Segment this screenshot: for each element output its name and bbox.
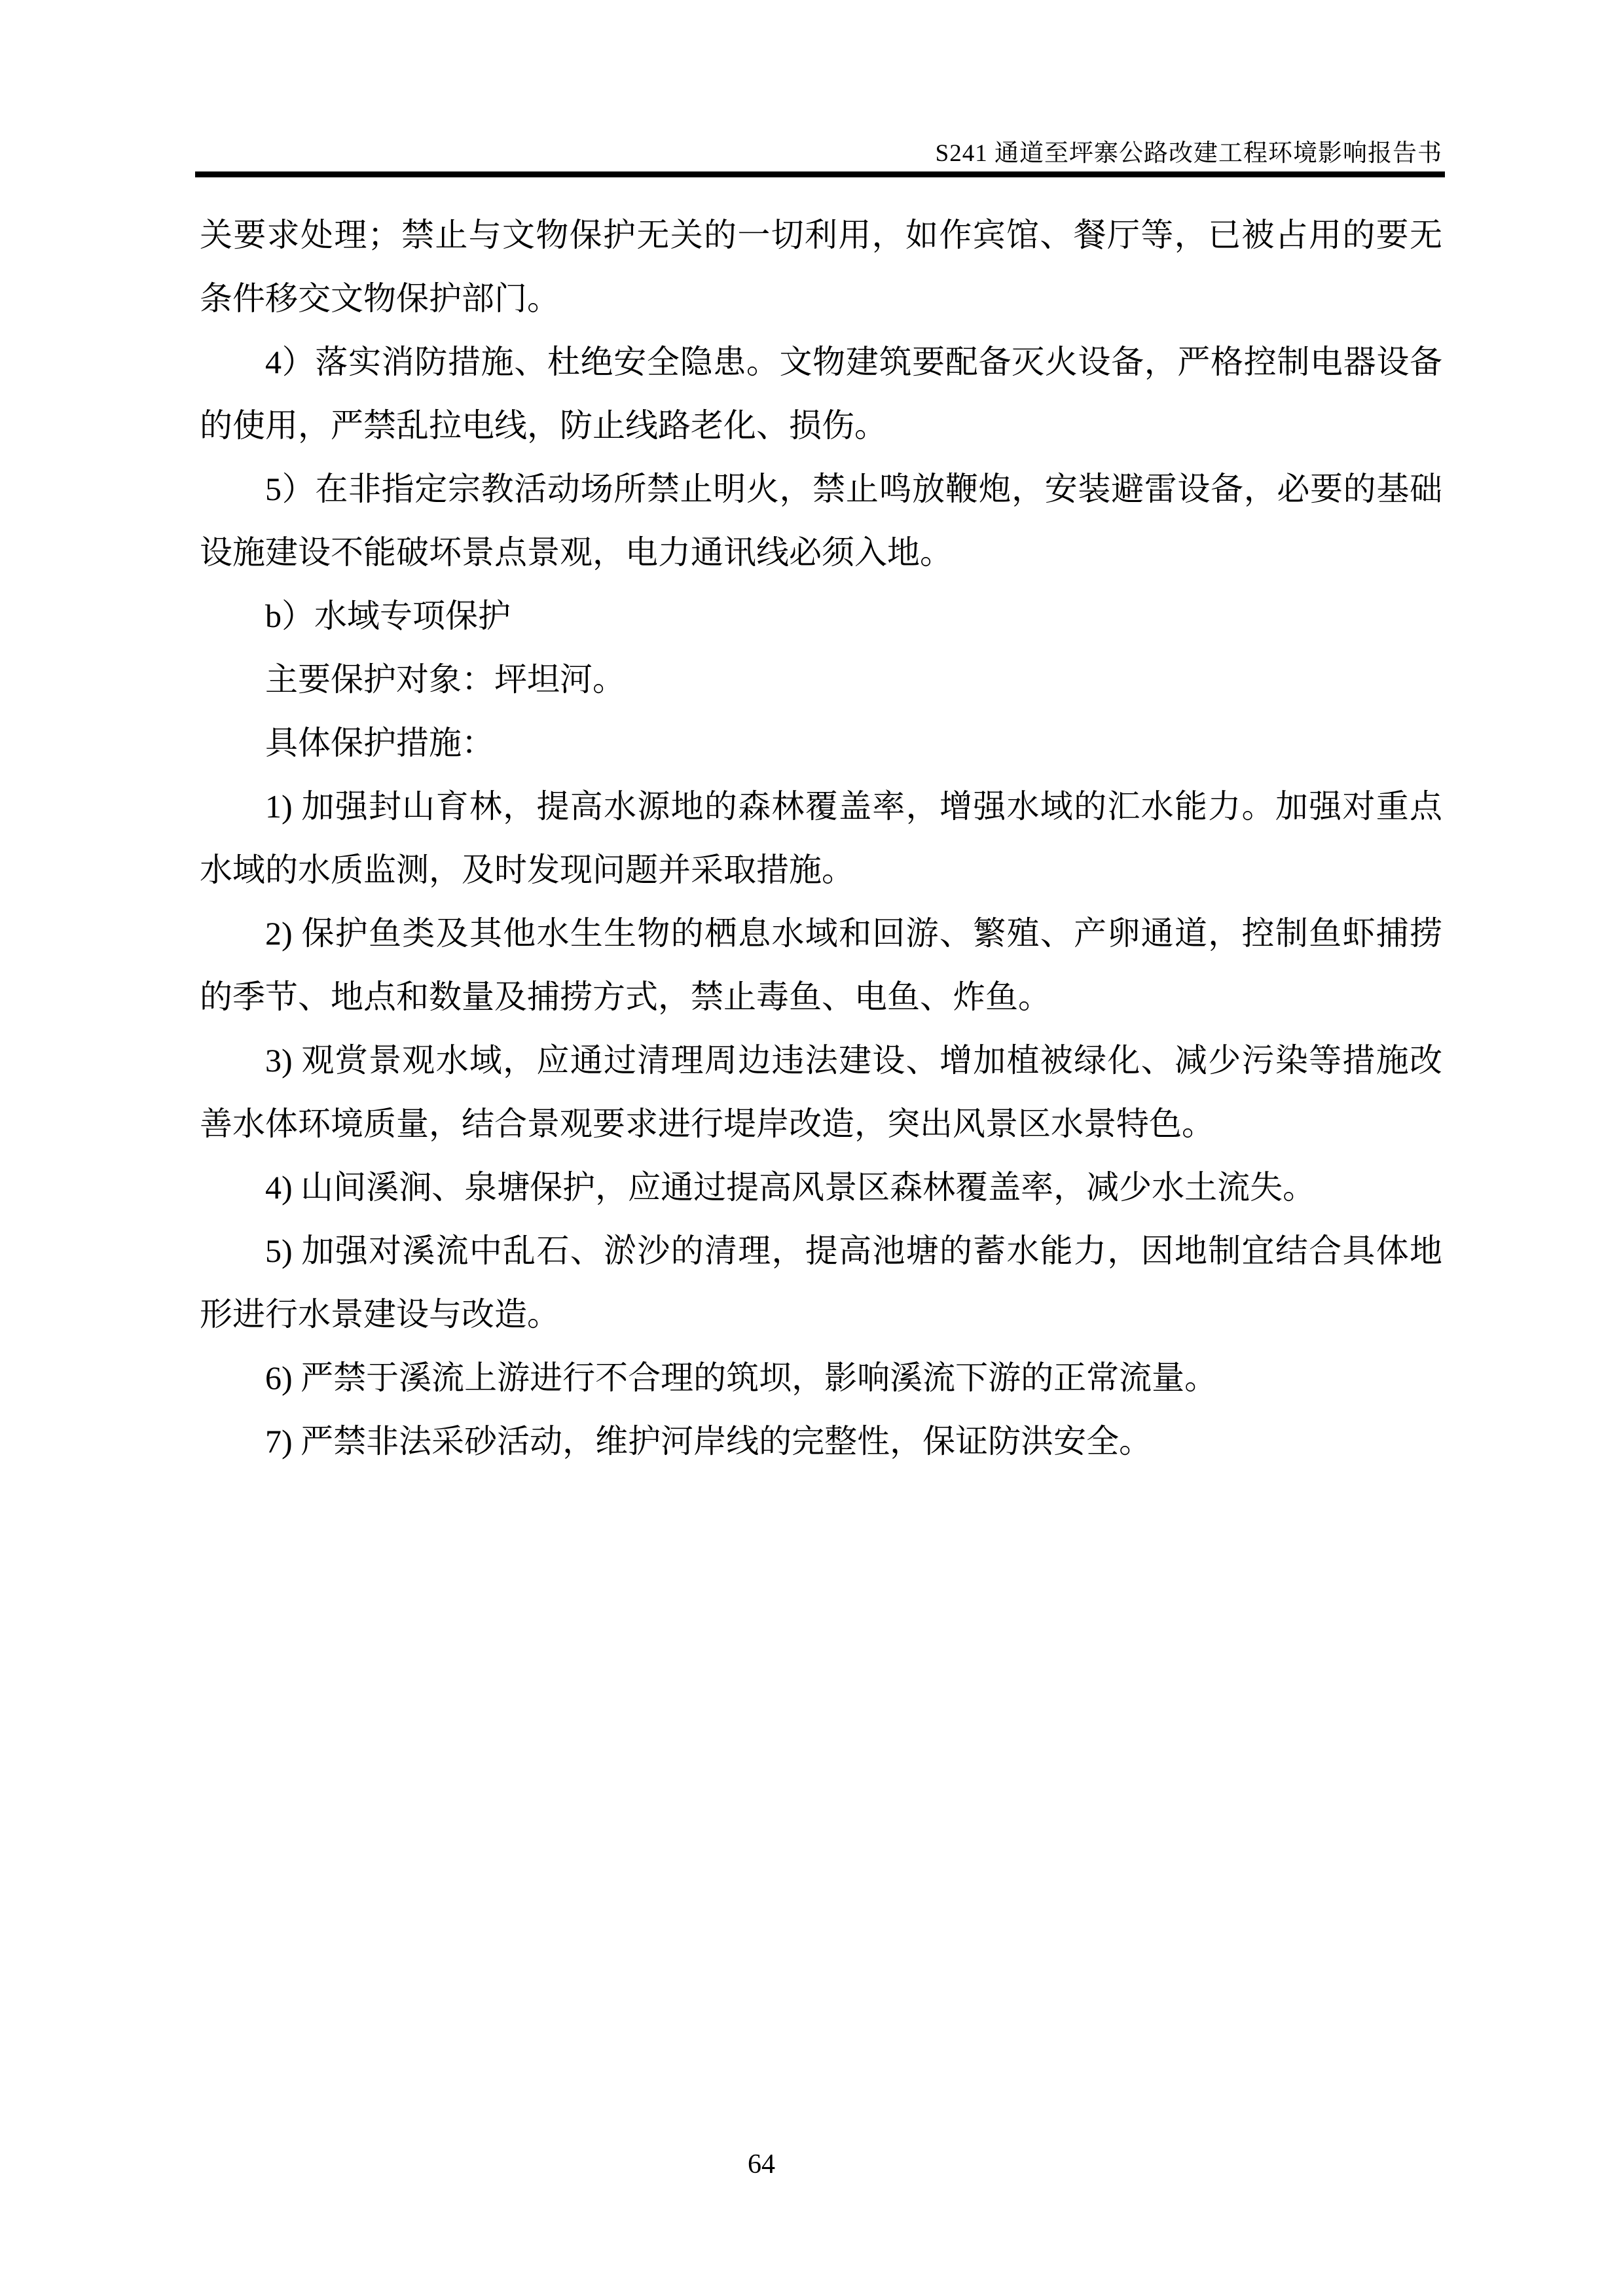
body-paragraph: b）水域专项保护: [265, 598, 511, 634]
body-paragraph: 1) 加强封山育林，提高水源地的森林覆盖率，增强水域的汇水能力。加强对重点水域的水质监测，及时发现问题并采取措施。: [200, 788, 1442, 888]
body-paragraph: 主要保护对象：坪坦河。: [265, 661, 625, 698]
header-rule: [195, 171, 1445, 177]
body-paragraph: 3) 观赏景观水域，应通过清理周边违法建设、增加植被绿化、减少污染等措施改善水体环境质量，结合景观要求进行堤岸改造，突出风景区水景特色。: [200, 1042, 1442, 1142]
body-paragraph: 6) 严禁于溪流上游进行不合理的筑坝，影响溪流下游的正常流量。: [265, 1359, 1218, 1396]
page-number: 64: [748, 2149, 775, 2179]
body-paragraph: 关要求处理；禁止与文物保护无关的一切利用，如作宾馆、餐厅等，已被占用的要无条件移交文物保护部门。: [200, 217, 1442, 317]
body-paragraph: 5) 加强对溪流中乱石、淤沙的清理，提高池塘的蓄水能力，因地制宜结合具体地形进行水景建设与改造。: [200, 1232, 1442, 1333]
page-header-title: S241 通道至坪寨公路改建工程环境影响报告书: [935, 140, 1442, 167]
document-body: [200, 204, 1442, 1473]
body-paragraph: 5）在非指定宗教活动场所禁止明火，禁止鸣放鞭炮，安装避雷设备，必要的基础设施建设不能破坏景点景观，电力通讯线必须入地。: [200, 471, 1442, 571]
body-paragraph: 7) 严禁非法采砂活动，维护河岸线的完整性，保证防洪安全。: [265, 1423, 1152, 1460]
body-paragraph: 2) 保护鱼类及其他水生生物的栖息水域和回游、繁殖、产卵通道，控制鱼虾捕捞的季节、地点和数量及捕捞方式，禁止毒鱼、电鱼、炸鱼。: [200, 915, 1442, 1015]
body-paragraph: 具体保护措施：: [265, 725, 494, 761]
body-paragraph: 4）落实消防措施、杜绝安全隐患。文物建筑要配备灭火设备，严格控制电器设备的使用，严禁乱拉电线，防止线路老化、损伤。: [200, 344, 1442, 444]
body-paragraph: 4) 山间溪涧、泉塘保护，应通过提高风景区森林覆盖率，减少水土流失。: [265, 1169, 1316, 1206]
